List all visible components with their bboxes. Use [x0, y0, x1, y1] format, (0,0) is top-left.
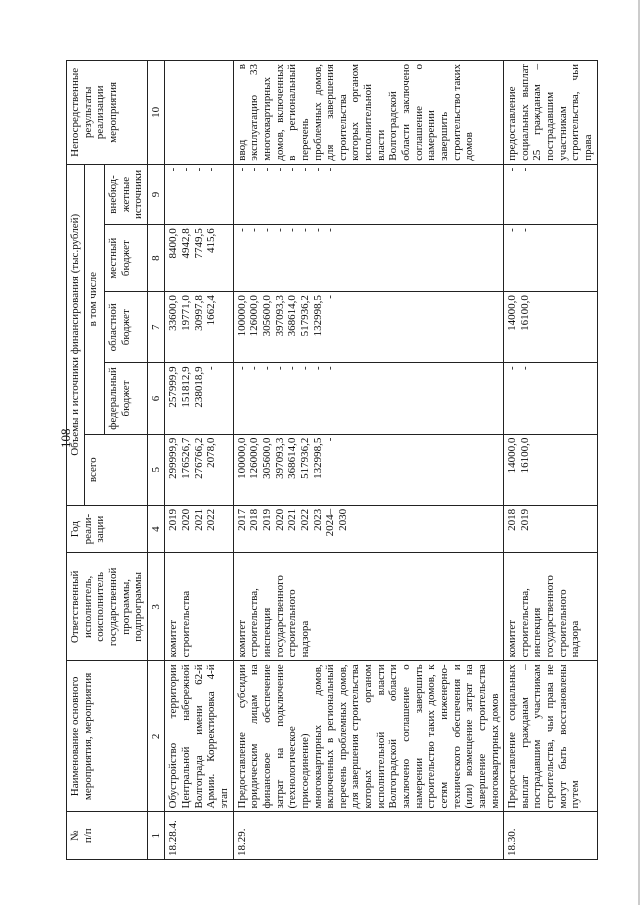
local-funding: 8400,0 4942,8 7749,5 415,6	[165, 225, 233, 292]
header-year: Год реали-зации	[67, 505, 148, 553]
table-row	[504, 61, 597, 860]
row-number: 18.30.	[504, 812, 597, 860]
row-number: 18.29.	[233, 812, 503, 860]
header-number: № п/п	[67, 812, 148, 860]
column-number: 2	[147, 661, 165, 812]
total-funding: 100000,0 126000,0 305600,0 397093,3 368614,0 517936,2 132998,5 -	[233, 434, 503, 505]
header-total: всего	[84, 434, 147, 505]
federal-funding: 257999,9 151812,9 238018,9 -	[165, 363, 233, 434]
header-extrabudget: внебюд-жетные источники	[104, 164, 147, 224]
federal-funding: - -	[504, 363, 597, 434]
header-funding: Объемы и источники финансирования (тыс.рублей)	[67, 164, 85, 505]
activity-name: Предоставление субсидии юридическим лицам на финансовое обеспечение затрат на подключение (технологическое присоединение) многоквартирных домов, включенных в региональный перечень проблемных домов, для завершения строительства которых органом исполнительной власти Волгоградской области заключено соглашение о намерении завершить строительство таких домов, к сетям инженерно-технического обеспечения и (или) возмещение затрат на завершение строительства многоквартирных домов	[233, 661, 503, 812]
column-number: 1	[147, 812, 165, 860]
header-activity-name: Наименование основного мероприятия, мероприятия	[67, 661, 148, 812]
federal-funding: - - - - - - - -	[233, 363, 503, 434]
column-number: 10	[147, 61, 165, 165]
total-funding: 299999,9 176526,7 276766,2 2078,0	[165, 434, 233, 505]
extrabudget-funding: - - - - - - - -	[233, 164, 503, 224]
activity-name: Предоставление социальных выплат гражданам – пострадавшим участникам строительства, чьи права не могут быть восстановлены путем	[504, 661, 597, 812]
direct-result: ввод в эксплуатацию 33 многоквартирных домов, включенных в региональный перечень проблемных домов, для завершения строительства которых органом исполнительной власти Волгоградской области заключено соглашение о намерении завершить строительство таких домов	[233, 61, 503, 165]
executor: комитет строительства, инспекция государственного строительного надзора	[233, 553, 503, 661]
column-number: 3	[147, 553, 165, 661]
executor: комитет строительства	[165, 553, 233, 661]
years: 2017 2018 2019 2020 2021 2022 2023 2024– 2030	[233, 505, 503, 553]
table-row	[233, 61, 503, 860]
local-funding: - - - - - - - -	[233, 225, 503, 292]
row-number: 18.28.4.	[165, 812, 233, 860]
activity-name: Обустройство территории Центральной набережной Волгограда имени 62-й Армии. Корректировка 4-й этап	[165, 661, 233, 812]
header-results: Непосредственные результаты реализации мероприятия	[67, 61, 148, 165]
extrabudget-funding: - - - -	[165, 164, 233, 224]
direct-result: предоставление социальных выплат 25 гражданам – пострадавшим участникам строительства, чьи права	[504, 61, 597, 165]
rotated-table-container	[66, 50, 626, 860]
column-number: 4	[147, 505, 165, 553]
local-funding: - -	[504, 225, 597, 292]
direct-result	[165, 61, 233, 165]
years: 2019 2020 2021 2022	[165, 505, 233, 553]
years: 2018 2019	[504, 505, 597, 553]
header-regional: областной бюджет	[104, 292, 147, 363]
total-funding: 14000,0 16100,0	[504, 434, 597, 505]
header-including: в том числе	[84, 164, 104, 434]
column-number: 7	[147, 292, 165, 363]
regional-funding: 33600,0 19771,0 30997,8 1662,4	[165, 292, 233, 363]
column-number: 9	[147, 164, 165, 224]
regional-funding: 100000,0 126000,0 305600,0 397093,3 368614,0 517936,2 132998,5 -	[233, 292, 503, 363]
column-number: 6	[147, 363, 165, 434]
page-number: 108	[58, 428, 73, 448]
header-executor: Ответственный исполнитель, соисполнитель государственной программы, подпрограммы	[67, 553, 148, 661]
header-federal: федеральный бюджет	[104, 363, 147, 434]
column-number: 5	[147, 434, 165, 505]
table-row	[165, 61, 233, 860]
column-number: 8	[147, 225, 165, 292]
executor: комитет строительства, инспекция государственного строительного надзора	[504, 553, 597, 661]
regional-funding: 14000,0 16100,0	[504, 292, 597, 363]
program-activities-table	[66, 60, 598, 860]
extrabudget-funding: - -	[504, 164, 597, 224]
header-local: местный бюджет	[104, 225, 147, 292]
